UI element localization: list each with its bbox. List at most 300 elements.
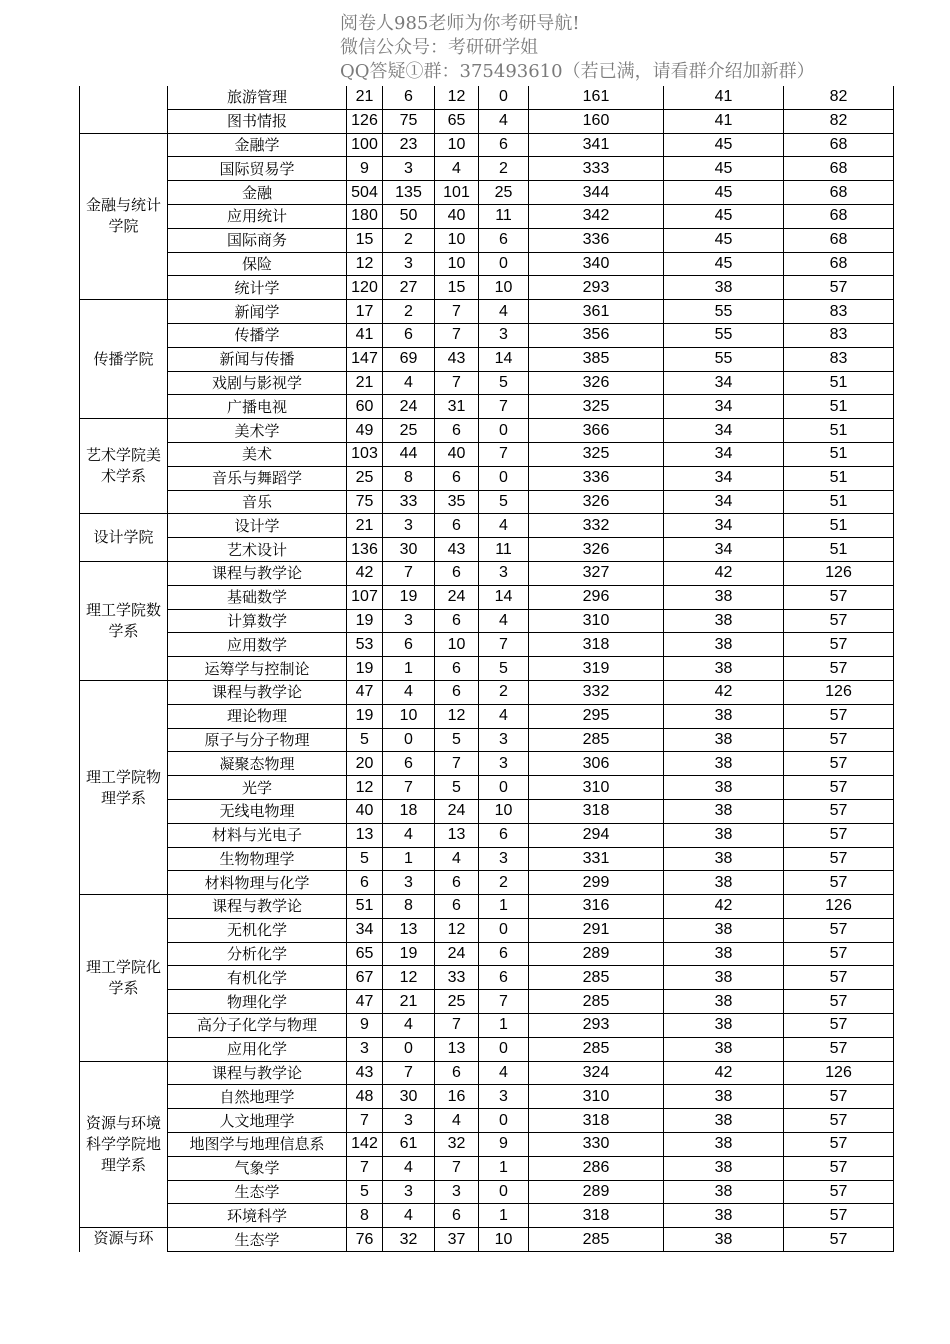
table-row [80,823,894,847]
table-row [80,1204,894,1228]
admitted-cell: 8 [383,895,435,919]
admitted-cell: 4 [383,823,435,847]
retest-cell: 13 [435,823,479,847]
applicants-cell: 136 [347,538,383,562]
admitted-cell: 6 [383,323,435,347]
applicants-cell: 42 [347,561,383,585]
applicants-cell: 21 [347,86,383,109]
line-multi-cell: 57 [784,1156,894,1180]
table-row [80,86,894,109]
recommended-cell: 6 [479,942,529,966]
applicants-cell: 9 [347,157,383,181]
admitted-cell: 135 [383,181,435,205]
line-multi-cell: 68 [784,181,894,205]
line-multi-cell: 57 [784,1133,894,1157]
admitted-cell: 3 [383,252,435,276]
retest-cell: 31 [435,395,479,419]
applicants-cell: 100 [347,133,383,157]
table-row [80,347,894,371]
recommended-cell: 6 [479,228,529,252]
table-row [80,1228,894,1252]
major-cell: 美术学 [168,419,347,443]
table-row [80,942,894,966]
max-score-cell: 326 [529,490,664,514]
applicants-cell: 67 [347,966,383,990]
line-multi-cell: 57 [784,704,894,728]
line-single-cell: 34 [664,538,784,562]
line-multi-cell: 57 [784,966,894,990]
recommended-cell: 0 [479,776,529,800]
line-single-cell: 34 [664,419,784,443]
recommended-cell: 10 [479,799,529,823]
admitted-cell: 44 [383,442,435,466]
line-single-cell: 38 [664,776,784,800]
retest-cell: 10 [435,633,479,657]
line-multi-cell: 68 [784,228,894,252]
line-single-cell: 45 [664,204,784,228]
table-row [80,395,894,419]
recommended-cell: 5 [479,657,529,681]
table-row [80,918,894,942]
admission-score-table [79,86,894,1252]
recommended-cell: 9 [479,1133,529,1157]
admitted-cell: 30 [383,1085,435,1109]
line-multi-cell: 57 [784,1180,894,1204]
major-cell: 课程与教学论 [168,1061,347,1085]
recommended-cell: 14 [479,347,529,371]
line-multi-cell: 57 [784,799,894,823]
admitted-cell: 4 [383,680,435,704]
admitted-cell: 12 [383,966,435,990]
recommended-cell: 1 [479,1204,529,1228]
admitted-cell: 8 [383,466,435,490]
table-row [80,276,894,300]
major-cell: 计算数学 [168,609,347,633]
retest-cell: 37 [435,1228,479,1252]
table-row [80,561,894,585]
line-multi-cell: 83 [784,347,894,371]
max-score-cell: 285 [529,1037,664,1061]
major-cell: 国际商务 [168,228,347,252]
line-multi-cell: 57 [784,609,894,633]
major-cell: 金融 [168,181,347,205]
major-cell: 课程与教学论 [168,895,347,919]
major-cell: 材料物理与化学 [168,871,347,895]
admitted-cell: 3 [383,871,435,895]
line-multi-cell: 57 [784,1228,894,1252]
table-row [80,966,894,990]
line-single-cell: 38 [664,1228,784,1252]
line-single-cell: 38 [664,966,784,990]
header-line-2: 微信公众号：考研研学姐 [340,37,538,58]
max-score-cell: 286 [529,1156,664,1180]
applicants-cell: 5 [347,1180,383,1204]
major-cell: 应用化学 [168,1037,347,1061]
major-cell: 课程与教学论 [168,561,347,585]
applicants-cell: 7 [347,1109,383,1133]
major-cell: 气象学 [168,1156,347,1180]
department-cell: 资源与环 [80,1228,168,1252]
admitted-cell: 6 [383,752,435,776]
line-single-cell: 34 [664,371,784,395]
admitted-cell: 3 [383,609,435,633]
max-score-cell: 326 [529,538,664,562]
applicants-cell: 20 [347,752,383,776]
department-cell: 资源与环境科学学院地理学系 [80,1061,168,1228]
line-single-cell: 38 [664,1204,784,1228]
retest-cell: 4 [435,157,479,181]
table-row [80,538,894,562]
line-single-cell: 38 [664,1085,784,1109]
applicants-cell: 47 [347,990,383,1014]
line-single-cell: 34 [664,514,784,538]
table-row [80,1180,894,1204]
retest-cell: 43 [435,538,479,562]
applicants-cell: 76 [347,1228,383,1252]
line-single-cell: 38 [664,1109,784,1133]
admitted-cell: 2 [383,300,435,324]
major-cell: 国际贸易学 [168,157,347,181]
retest-cell: 16 [435,1085,479,1109]
max-score-cell: 332 [529,514,664,538]
recommended-cell: 1 [479,895,529,919]
line-single-cell: 38 [664,871,784,895]
max-score-cell: 318 [529,799,664,823]
line-multi-cell: 68 [784,133,894,157]
line-single-cell: 41 [664,109,784,133]
line-single-cell: 42 [664,561,784,585]
retest-cell: 6 [435,466,479,490]
admitted-cell: 4 [383,1156,435,1180]
admitted-cell: 61 [383,1133,435,1157]
major-cell: 广播电视 [168,395,347,419]
line-single-cell: 38 [664,1156,784,1180]
max-score-cell: 295 [529,704,664,728]
recommended-cell: 6 [479,823,529,847]
table-row [80,1085,894,1109]
recommended-cell: 0 [479,252,529,276]
max-score-cell: 291 [529,918,664,942]
line-multi-cell: 51 [784,538,894,562]
recommended-cell: 7 [479,395,529,419]
table-row [80,680,894,704]
major-cell: 美术 [168,442,347,466]
max-score-cell: 344 [529,181,664,205]
admitted-cell: 13 [383,918,435,942]
table-row [80,323,894,347]
max-score-cell: 361 [529,300,664,324]
line-multi-cell: 51 [784,419,894,443]
max-score-cell: 325 [529,395,664,419]
applicants-cell: 47 [347,680,383,704]
retest-cell: 5 [435,776,479,800]
major-cell: 无线电物理 [168,799,347,823]
admitted-cell: 1 [383,657,435,681]
table-row [80,109,894,133]
line-multi-cell: 57 [784,1204,894,1228]
line-multi-cell: 57 [784,918,894,942]
line-multi-cell: 51 [784,442,894,466]
admitted-cell: 4 [383,1204,435,1228]
table-row [80,300,894,324]
max-score-cell: 293 [529,276,664,300]
admitted-cell: 69 [383,347,435,371]
admitted-cell: 7 [383,776,435,800]
major-cell: 基础数学 [168,585,347,609]
major-cell: 设计学 [168,514,347,538]
applicants-cell: 75 [347,490,383,514]
table-row [80,728,894,752]
major-cell: 生态学 [168,1228,347,1252]
max-score-cell: 310 [529,609,664,633]
applicants-cell: 60 [347,395,383,419]
line-multi-cell: 57 [784,752,894,776]
line-multi-cell: 126 [784,561,894,585]
recommended-cell: 6 [479,133,529,157]
retest-cell: 101 [435,181,479,205]
admitted-cell: 24 [383,395,435,419]
line-multi-cell: 57 [784,657,894,681]
department-cell: 艺术学院美术学系 [80,419,168,514]
line-multi-cell: 57 [784,1109,894,1133]
table-row [80,1133,894,1157]
line-multi-cell: 51 [784,371,894,395]
line-single-cell: 38 [664,609,784,633]
line-multi-cell: 126 [784,680,894,704]
max-score-cell: 327 [529,561,664,585]
applicants-cell: 15 [347,228,383,252]
line-multi-cell: 51 [784,395,894,419]
major-cell: 光学 [168,776,347,800]
line-single-cell: 45 [664,252,784,276]
retest-cell: 6 [435,1061,479,1085]
recommended-cell: 0 [479,1037,529,1061]
retest-cell: 6 [435,514,479,538]
retest-cell: 5 [435,728,479,752]
max-score-cell: 285 [529,728,664,752]
major-cell: 原子与分子物理 [168,728,347,752]
recommended-cell: 7 [479,633,529,657]
recommended-cell: 4 [479,300,529,324]
applicants-cell: 107 [347,585,383,609]
recommended-cell: 4 [479,609,529,633]
line-single-cell: 38 [664,990,784,1014]
applicants-cell: 51 [347,895,383,919]
major-cell: 有机化学 [168,966,347,990]
department-cell [80,86,168,133]
applicants-cell: 3 [347,1037,383,1061]
line-multi-cell: 68 [784,204,894,228]
line-single-cell: 38 [664,752,784,776]
line-single-cell: 41 [664,86,784,109]
recommended-cell: 3 [479,561,529,585]
major-cell: 保险 [168,252,347,276]
admitted-cell: 32 [383,1228,435,1252]
line-single-cell: 45 [664,133,784,157]
admitted-cell: 4 [383,1014,435,1038]
max-score-cell: 342 [529,204,664,228]
max-score-cell: 324 [529,1061,664,1085]
line-multi-cell: 57 [784,633,894,657]
department-cell: 理工学院数学系 [80,561,168,680]
header-line-1: 阅卷人985老师为你考研导航! [340,13,580,34]
major-cell: 新闻与传播 [168,347,347,371]
major-cell: 应用统计 [168,204,347,228]
line-single-cell: 38 [664,1133,784,1157]
recommended-cell: 0 [479,86,529,109]
table-row [80,585,894,609]
admitted-cell: 3 [383,1180,435,1204]
line-single-cell: 42 [664,895,784,919]
applicants-cell: 19 [347,609,383,633]
table-row [80,157,894,181]
applicants-cell: 19 [347,704,383,728]
recommended-cell: 3 [479,1085,529,1109]
recommended-cell: 14 [479,585,529,609]
admitted-cell: 30 [383,538,435,562]
line-multi-cell: 57 [784,871,894,895]
line-multi-cell: 126 [784,895,894,919]
line-multi-cell: 51 [784,490,894,514]
table-row [80,371,894,395]
recommended-cell: 2 [479,680,529,704]
major-cell: 音乐与舞蹈学 [168,466,347,490]
table-row [80,442,894,466]
recommended-cell: 4 [479,1061,529,1085]
major-cell: 地图学与地理信息系 [168,1133,347,1157]
applicants-cell: 504 [347,181,383,205]
recommended-cell: 3 [479,847,529,871]
major-cell: 音乐 [168,490,347,514]
applicants-cell: 5 [347,847,383,871]
applicants-cell: 21 [347,371,383,395]
major-cell: 旅游管理 [168,86,347,109]
admitted-cell: 7 [383,561,435,585]
table-row [80,704,894,728]
retest-cell: 10 [435,252,479,276]
retest-cell: 32 [435,1133,479,1157]
line-multi-cell: 57 [784,823,894,847]
line-multi-cell: 68 [784,252,894,276]
max-score-cell: 289 [529,942,664,966]
line-single-cell: 55 [664,300,784,324]
retest-cell: 40 [435,442,479,466]
retest-cell: 7 [435,371,479,395]
recommended-cell: 1 [479,1014,529,1038]
max-score-cell: 310 [529,776,664,800]
department-cell: 理工学院化学系 [80,895,168,1062]
retest-cell: 7 [435,1014,479,1038]
table-row [80,609,894,633]
recommended-cell: 3 [479,323,529,347]
retest-cell: 12 [435,918,479,942]
line-multi-cell: 57 [784,942,894,966]
applicants-cell: 147 [347,347,383,371]
max-score-cell: 318 [529,633,664,657]
recommended-cell: 10 [479,1228,529,1252]
line-single-cell: 38 [664,942,784,966]
line-multi-cell: 51 [784,514,894,538]
line-single-cell: 55 [664,347,784,371]
line-single-cell: 34 [664,466,784,490]
line-single-cell: 34 [664,395,784,419]
admitted-cell: 19 [383,585,435,609]
line-multi-cell: 57 [784,1037,894,1061]
retest-cell: 24 [435,585,479,609]
line-single-cell: 38 [664,704,784,728]
line-multi-cell: 83 [784,323,894,347]
major-cell: 课程与教学论 [168,680,347,704]
retest-cell: 4 [435,1109,479,1133]
retest-cell: 25 [435,990,479,1014]
retest-cell: 7 [435,300,479,324]
major-cell: 生物物理学 [168,847,347,871]
table-row [80,871,894,895]
max-score-cell: 366 [529,419,664,443]
retest-cell: 24 [435,942,479,966]
applicants-cell: 41 [347,323,383,347]
retest-cell: 6 [435,419,479,443]
admitted-cell: 3 [383,1109,435,1133]
retest-cell: 24 [435,799,479,823]
applicants-cell: 142 [347,1133,383,1157]
line-single-cell: 34 [664,442,784,466]
admitted-cell: 7 [383,1061,435,1085]
max-score-cell: 293 [529,1014,664,1038]
recommended-cell: 5 [479,490,529,514]
table-row [80,847,894,871]
retest-cell: 7 [435,323,479,347]
table-row [80,252,894,276]
applicants-cell: 12 [347,252,383,276]
admitted-cell: 18 [383,799,435,823]
max-score-cell: 331 [529,847,664,871]
admitted-cell: 75 [383,109,435,133]
line-single-cell: 55 [664,323,784,347]
major-cell: 理论物理 [168,704,347,728]
max-score-cell: 306 [529,752,664,776]
retest-cell: 6 [435,561,479,585]
table-row [80,490,894,514]
retest-cell: 65 [435,109,479,133]
applicants-cell: 8 [347,1204,383,1228]
major-cell: 图书情报 [168,109,347,133]
major-cell: 无机化学 [168,918,347,942]
applicants-cell: 13 [347,823,383,847]
retest-cell: 6 [435,1204,479,1228]
line-single-cell: 38 [664,823,784,847]
recommended-cell: 0 [479,1180,529,1204]
retest-cell: 10 [435,133,479,157]
recommended-cell: 4 [479,514,529,538]
applicants-cell: 53 [347,633,383,657]
recommended-cell: 25 [479,181,529,205]
recommended-cell: 3 [479,752,529,776]
major-cell: 高分子化学与物理 [168,1014,347,1038]
watermark-header [340,12,940,84]
applicants-cell: 17 [347,300,383,324]
line-single-cell: 42 [664,1061,784,1085]
admitted-cell: 25 [383,419,435,443]
retest-cell: 6 [435,680,479,704]
retest-cell: 7 [435,752,479,776]
admitted-cell: 10 [383,704,435,728]
major-cell: 人文地理学 [168,1109,347,1133]
admitted-cell: 6 [383,633,435,657]
recommended-cell: 0 [479,419,529,443]
major-cell: 戏剧与影视学 [168,371,347,395]
retest-cell: 35 [435,490,479,514]
